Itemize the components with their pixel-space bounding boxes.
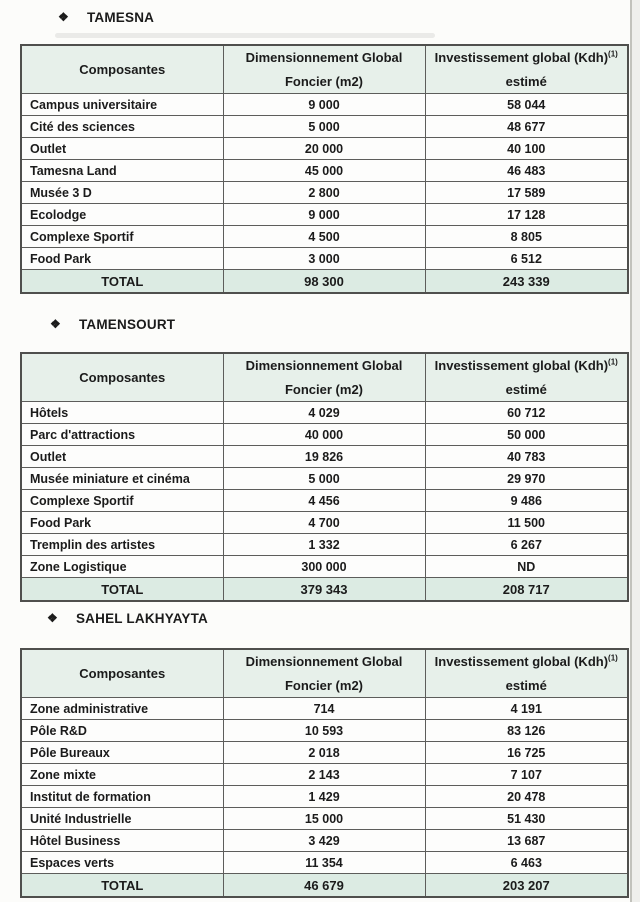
component-name-cell: Food Park — [21, 512, 223, 534]
table-row — [21, 226, 628, 248]
footnote-ref: (1) — [608, 49, 618, 59]
value-cell: 6 512 — [425, 248, 628, 270]
table-row — [21, 786, 628, 808]
component-name-cell: Hôtels — [21, 402, 223, 424]
table-row — [21, 490, 628, 512]
value-cell: 15 000 — [223, 808, 425, 830]
value-cell: 8 805 — [425, 226, 628, 248]
value-cell: 50 000 — [425, 424, 628, 446]
value-cell: 13 687 — [425, 830, 628, 852]
value-cell: 2 018 — [223, 742, 425, 764]
col-header-dimensionnement: Dimensionnement Global Foncier (m2) — [223, 45, 425, 94]
value-cell: 2 800 — [223, 182, 425, 204]
total-foncier-cell: 379 343 — [223, 578, 425, 602]
scanned-page-margin — [631, 0, 640, 902]
component-name-cell: Musée miniature et cinéma — [21, 468, 223, 490]
value-cell: 3 429 — [223, 830, 425, 852]
total-investissement-cell: 243 339 — [425, 270, 628, 294]
value-cell: 1 332 — [223, 534, 425, 556]
value-cell: 5 000 — [223, 468, 425, 490]
value-cell: 40 783 — [425, 446, 628, 468]
col-header-dimensionnement: Dimensionnement Global Foncier (m2) — [223, 353, 425, 402]
table-row — [21, 512, 628, 534]
diamond-bullet-icon: ❖ — [58, 10, 69, 24]
component-name-cell: Parc d'attractions — [21, 424, 223, 446]
section-tamensourt — [0, 317, 640, 602]
component-name-cell: Tamesna Land — [21, 160, 223, 182]
col-header-investissement: Investissement global (Kdh)$^{(1)}$ estimé — [425, 45, 628, 94]
value-cell: 9 486 — [425, 490, 628, 512]
value-cell: 48 677 — [425, 116, 628, 138]
value-cell: 1 429 — [223, 786, 425, 808]
table-row — [21, 852, 628, 874]
section-title: TAMESNA — [86, 10, 155, 25]
table-row — [21, 138, 628, 160]
component-name-cell: Zone Logistique — [21, 556, 223, 578]
value-cell: 17 128 — [425, 204, 628, 226]
diamond-bullet-icon: ❖ — [50, 317, 61, 331]
value-cell: 20 000 — [223, 138, 425, 160]
component-name-cell: Complexe Sportif — [21, 226, 223, 248]
total-label-cell: TOTAL — [21, 270, 223, 294]
table-row — [21, 556, 628, 578]
section-title: SAHEL LAKHYAYTA — [75, 611, 208, 626]
header-row — [21, 649, 628, 698]
value-cell: 11 500 — [425, 512, 628, 534]
total-foncier-cell: 46 679 — [223, 874, 425, 898]
value-cell: 20 478 — [425, 786, 628, 808]
component-name-cell: Zone administrative — [21, 698, 223, 720]
total-row — [21, 578, 628, 602]
table-row — [21, 424, 628, 446]
total-investissement-cell: 203 207 — [425, 874, 628, 898]
table-row — [21, 94, 628, 116]
table-row — [21, 204, 628, 226]
col-header-investissement: Investissement global (Kdh)$^{(1)}$ estimé — [425, 649, 628, 698]
value-cell: 5 000 — [223, 116, 425, 138]
component-name-cell: Cité des sciences — [21, 116, 223, 138]
component-name-cell: Unité Industrielle — [21, 808, 223, 830]
table-row — [21, 720, 628, 742]
section-sahel-lakhyayta — [0, 611, 640, 898]
component-name-cell: Espaces verts — [21, 852, 223, 874]
value-cell: 6 267 — [425, 534, 628, 556]
value-cell: 7 107 — [425, 764, 628, 786]
table-row — [21, 468, 628, 490]
value-cell: 4 029 — [223, 402, 425, 424]
value-cell: 2 143 — [223, 764, 425, 786]
section-heading-tamesna — [58, 10, 640, 25]
component-name-cell: Outlet — [21, 138, 223, 160]
value-cell: 4 191 — [425, 698, 628, 720]
table-row — [21, 402, 628, 424]
header-row — [21, 45, 628, 94]
component-name-cell: Food Park — [21, 248, 223, 270]
header-row — [21, 353, 628, 402]
table-row — [21, 446, 628, 468]
total-label-cell: TOTAL — [21, 874, 223, 898]
value-cell: 40 000 — [223, 424, 425, 446]
scan-artifact — [55, 33, 435, 38]
col-header-composantes: Composantes — [21, 353, 223, 402]
table-row — [21, 764, 628, 786]
component-name-cell: Complexe Sportif — [21, 490, 223, 512]
section-tamesna — [0, 10, 640, 294]
table-row — [21, 830, 628, 852]
footnote-ref: (1) — [608, 653, 618, 663]
component-name-cell: Zone mixte — [21, 764, 223, 786]
diamond-bullet-icon: ❖ — [47, 611, 58, 625]
component-name-cell: Pôle R&D — [21, 720, 223, 742]
section-heading-tamensourt — [50, 317, 640, 332]
value-cell: 4 700 — [223, 512, 425, 534]
component-name-cell: Institut de formation — [21, 786, 223, 808]
value-cell: 19 826 — [223, 446, 425, 468]
component-name-cell: Campus universitaire — [21, 94, 223, 116]
value-cell: 3 000 — [223, 248, 425, 270]
value-cell: 4 456 — [223, 490, 425, 512]
components-table-tamensourt — [20, 352, 629, 602]
components-table-sahel-lakhyayta — [20, 648, 629, 898]
section-heading-sahel-lakhyayta — [47, 611, 640, 626]
component-name-cell: Musée 3 D — [21, 182, 223, 204]
value-cell: 16 725 — [425, 742, 628, 764]
value-cell: 58 044 — [425, 94, 628, 116]
value-cell: 11 354 — [223, 852, 425, 874]
table-row — [21, 808, 628, 830]
table-row — [21, 160, 628, 182]
col-header-dimensionnement: Dimensionnement Global Foncier (m2) — [223, 649, 425, 698]
total-label-cell: TOTAL — [21, 578, 223, 602]
value-cell: 46 483 — [425, 160, 628, 182]
table-row — [21, 182, 628, 204]
col-header-composantes: Composantes — [21, 649, 223, 698]
value-cell: ND — [425, 556, 628, 578]
value-cell: 40 100 — [425, 138, 628, 160]
total-investissement-cell: 208 717 — [425, 578, 628, 602]
value-cell: 83 126 — [425, 720, 628, 742]
component-name-cell: Pôle Bureaux — [21, 742, 223, 764]
component-name-cell: Tremplin des artistes — [21, 534, 223, 556]
table-row — [21, 742, 628, 764]
component-name-cell: Hôtel Business — [21, 830, 223, 852]
total-row — [21, 874, 628, 898]
section-title: TAMENSOURT — [78, 317, 176, 332]
table-row — [21, 248, 628, 270]
value-cell: 9 000 — [223, 94, 425, 116]
value-cell: 51 430 — [425, 808, 628, 830]
value-cell: 45 000 — [223, 160, 425, 182]
component-name-cell: Outlet — [21, 446, 223, 468]
table-row — [21, 534, 628, 556]
components-table-tamesna — [20, 44, 629, 294]
col-header-composantes: Composantes — [21, 45, 223, 94]
footnote-ref: (1) — [608, 357, 618, 367]
value-cell: 10 593 — [223, 720, 425, 742]
value-cell: 60 712 — [425, 402, 628, 424]
col-header-investissement: Investissement global (Kdh)$^{(1)}$ estimé — [425, 353, 628, 402]
value-cell: 300 000 — [223, 556, 425, 578]
total-foncier-cell: 98 300 — [223, 270, 425, 294]
table-row — [21, 698, 628, 720]
value-cell: 29 970 — [425, 468, 628, 490]
scanned-page-edge — [630, 0, 632, 902]
value-cell: 4 500 — [223, 226, 425, 248]
table-row — [21, 116, 628, 138]
value-cell: 9 000 — [223, 204, 425, 226]
total-row — [21, 270, 628, 294]
value-cell: 6 463 — [425, 852, 628, 874]
component-name-cell: Ecolodge — [21, 204, 223, 226]
value-cell: 714 — [223, 698, 425, 720]
value-cell: 17 589 — [425, 182, 628, 204]
